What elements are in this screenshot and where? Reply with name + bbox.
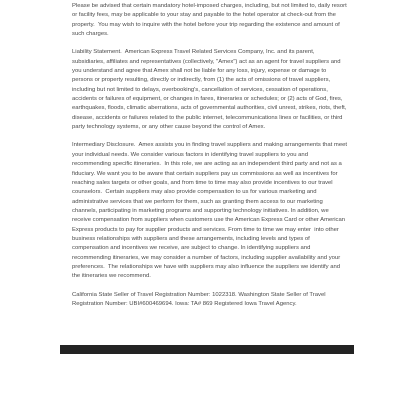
liability-statement: Liability Statement. American Express Travel Related Services Company, Inc. and its parent, subsidiaries, affiliates and representatives (collectively, "Amex") act as an agent for travel suppliers and you understand and agree that Amex shall not be liable for any loss, injury, expense or damage to persons or property resulting, directly or indirectly, from (1) the acts of omissions of travel suppliers, including but not limited to delays, overbooking's, cancellation of services, cessation of operations, accidents or failures of equipment, or changes in fares, itineraries or schedules; or (2) acts of God, fires, earthquakes, floods, climatic aberrations, acts of governmental authorities, civil unrest, strikes, riots, theft, disease, accidents or failures related to the public internet, telecommunications lines or facilities, or third party technology systems, or any other cause beyond the control of Amex. [72,49,349,131]
intermediary-disclosure: Intermediary Disclosure. Amex assists you in finding travel suppliers and making arrangements that meet your individual needs. We consider various factors in identifying travel suppliers to you and recommending specific itineraries. In this role, we are acting as an independent third party and not as a fiduciary. We want you to be aware that certain suppliers pay us commissions as well as incentives for reaching sales targets or other goals, and from time to time may also provide incentives to our travel counselors. Certain suppliers may also provide compensation to us for various marketing and administrative services that we perform for them, such as granting them access to our marketing channels, participating in marketing programs and supporting technology initiatives. In addition, we receive compensation from suppliers when customers use the American Express Card or other American Express products to pay for supplier products and services. From time to time we may enter into other business relationships with suppliers and these arrangements, including levels and types of compensation and incentives we receive, are subject to change. In identifying suppliers and recommending itineraries, we may consider a number of factors, including supplier availability and your preferences. The relationships we have with suppliers may also influence the suppliers we identify and the itineraries we recommend. [72,142,349,280]
seller-of-travel-registration: California State Seller of Travel Registration Number: 1022318. Washington State Seller of Travel Registration Number: UBI#600469694. Iowa: TA# 869 Registered Iowa Travel Agency. [72,291,328,307]
footer-bar [60,345,354,354]
document-body [72,2,348,318]
hotel-charges-notice: Please be advised that certain mandatory hotel-imposed charges, including, but not limited to, daily resort or facility fees, may be applicable to your stay and payable to the hotel operator at check-out from the property. You may wish to inquire with the hotel before your trip regarding the existence and amount of such charges. [72,3,349,38]
